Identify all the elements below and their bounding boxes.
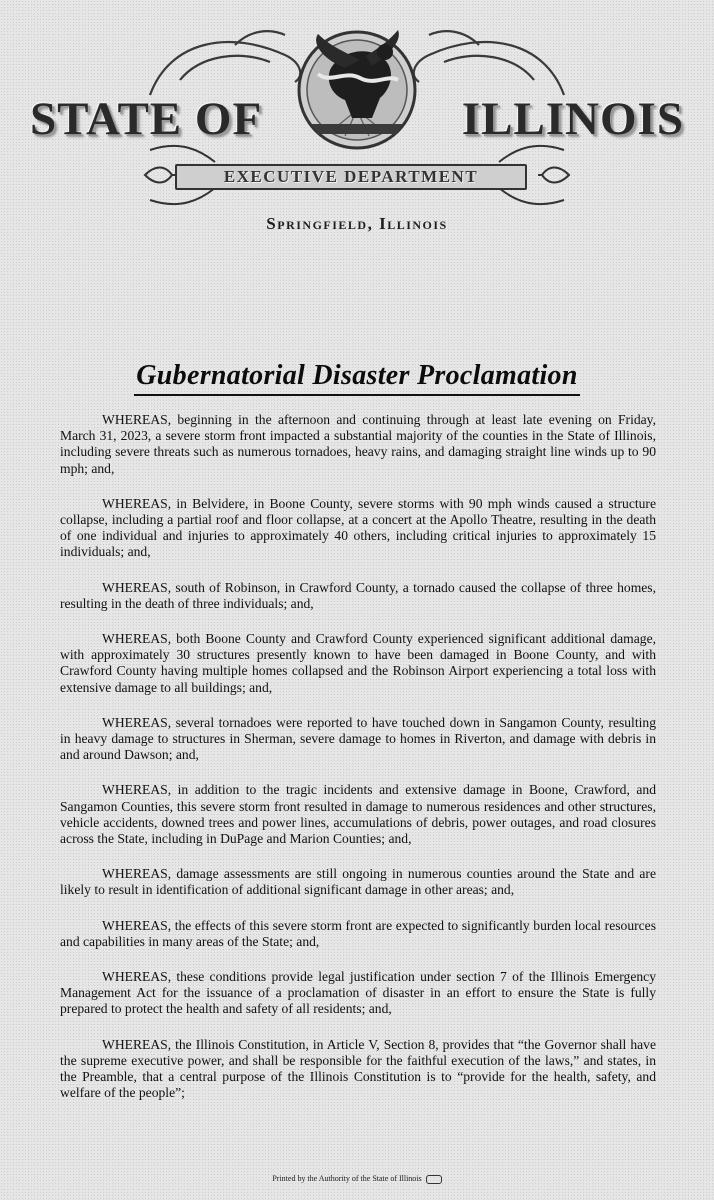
printed-by-footer [0, 1174, 714, 1184]
proclamation-body [60, 412, 656, 1121]
state-title-left: STATE OF [30, 93, 263, 145]
proclamation-title-text: Gubernatorial Disaster Proclamation [134, 360, 579, 396]
proclamation-title [0, 360, 714, 396]
department-plaque: EXECUTIVE DEPARTMENT [175, 164, 527, 190]
location-line: Springfield, Illinois [266, 214, 448, 233]
whereas-paragraph: WHEREAS, these conditions provide legal justification under section 7 of the Illinois Emergency Management Act for the issuance of a proclamation of disaster in an effort to ensure the State is fully prepared to protect the health and safety of all residents; and, [60, 969, 656, 1017]
state-title-right: ILLINOIS [461, 93, 684, 145]
whereas-paragraph: WHEREAS, several tornadoes were reported to have touched down in Sangamon County, resulting in heavy damage to structures in Sherman, severe damage to homes in Riverton, and damage with debris in and around Dawson; and, [60, 714, 656, 763]
letterhead [0, 0, 714, 250]
whereas-paragraph: WHEREAS, the Illinois Constitution, in Article V, Section 8, provides that “the Governor shall have the supreme executive power, and shall be responsible for the faithful execution of the laws,” and states, in the Preamble, that a central purpose of the Illinois Constitution is to “provide for the health, safety, and welfare of the people”; [60, 1036, 656, 1101]
whereas-paragraph: WHEREAS, in Belvidere, in Boone County, severe storms with 90 mph winds caused a structure collapse, including a partial roof and floor collapse, at a concert at the Apollo Theatre, resulting in the death of one individual and injuries to approximately 40 others, including critical injuries to approximately 15 individuals; and, [60, 495, 656, 560]
whereas-paragraph: WHEREAS, south of Robinson, in Crawford County, a tornado caused the collapse of three homes, resulting in the death of three individuals; and, [60, 579, 656, 611]
footer-text: Printed by the Authority of the State of Illinois [272, 1174, 422, 1183]
state-title [30, 92, 684, 146]
whereas-paragraph: WHEREAS, the effects of this severe storm front are expected to significantly burden local resources and capabilities in many areas of the State; and, [60, 917, 656, 949]
whereas-paragraph: WHEREAS, both Boone County and Crawford County experienced significant additional damage, with approximately 30 structures presently known to have been damaged in Boone County, and with Crawford County having multiple homes collapsed and the Robinson Airport experiencing a total loss with extensive damage to all buildings; and, [60, 631, 656, 695]
whereas-paragraph: WHEREAS, damage assessments are still ongoing in numerous counties around the State and are likely to result in identification of additional significant damage in other areas; and, [60, 866, 656, 898]
whereas-paragraph: WHEREAS, in addition to the tragic incidents and extensive damage in Boone, Crawford, and Sangamon Counties, this severe storm front resulted in damage to numerous residences and other structures, vehicle accidents, downed trees and power lines, accumulations of debris, power outages, and road closures across the State, including in DuPage and Marion Counties; and, [60, 782, 656, 847]
union-bug-icon [426, 1175, 442, 1184]
whereas-paragraph: WHEREAS, beginning in the afternoon and continuing through at least late evening on Friday, March 31, 2023, a severe storm front impacted a substantial majority of the counties in the State of Illinois, including severe threats such as numerous tornadoes, heavy rains, and damaging straight line winds up to 90 mph; and, [60, 412, 656, 476]
